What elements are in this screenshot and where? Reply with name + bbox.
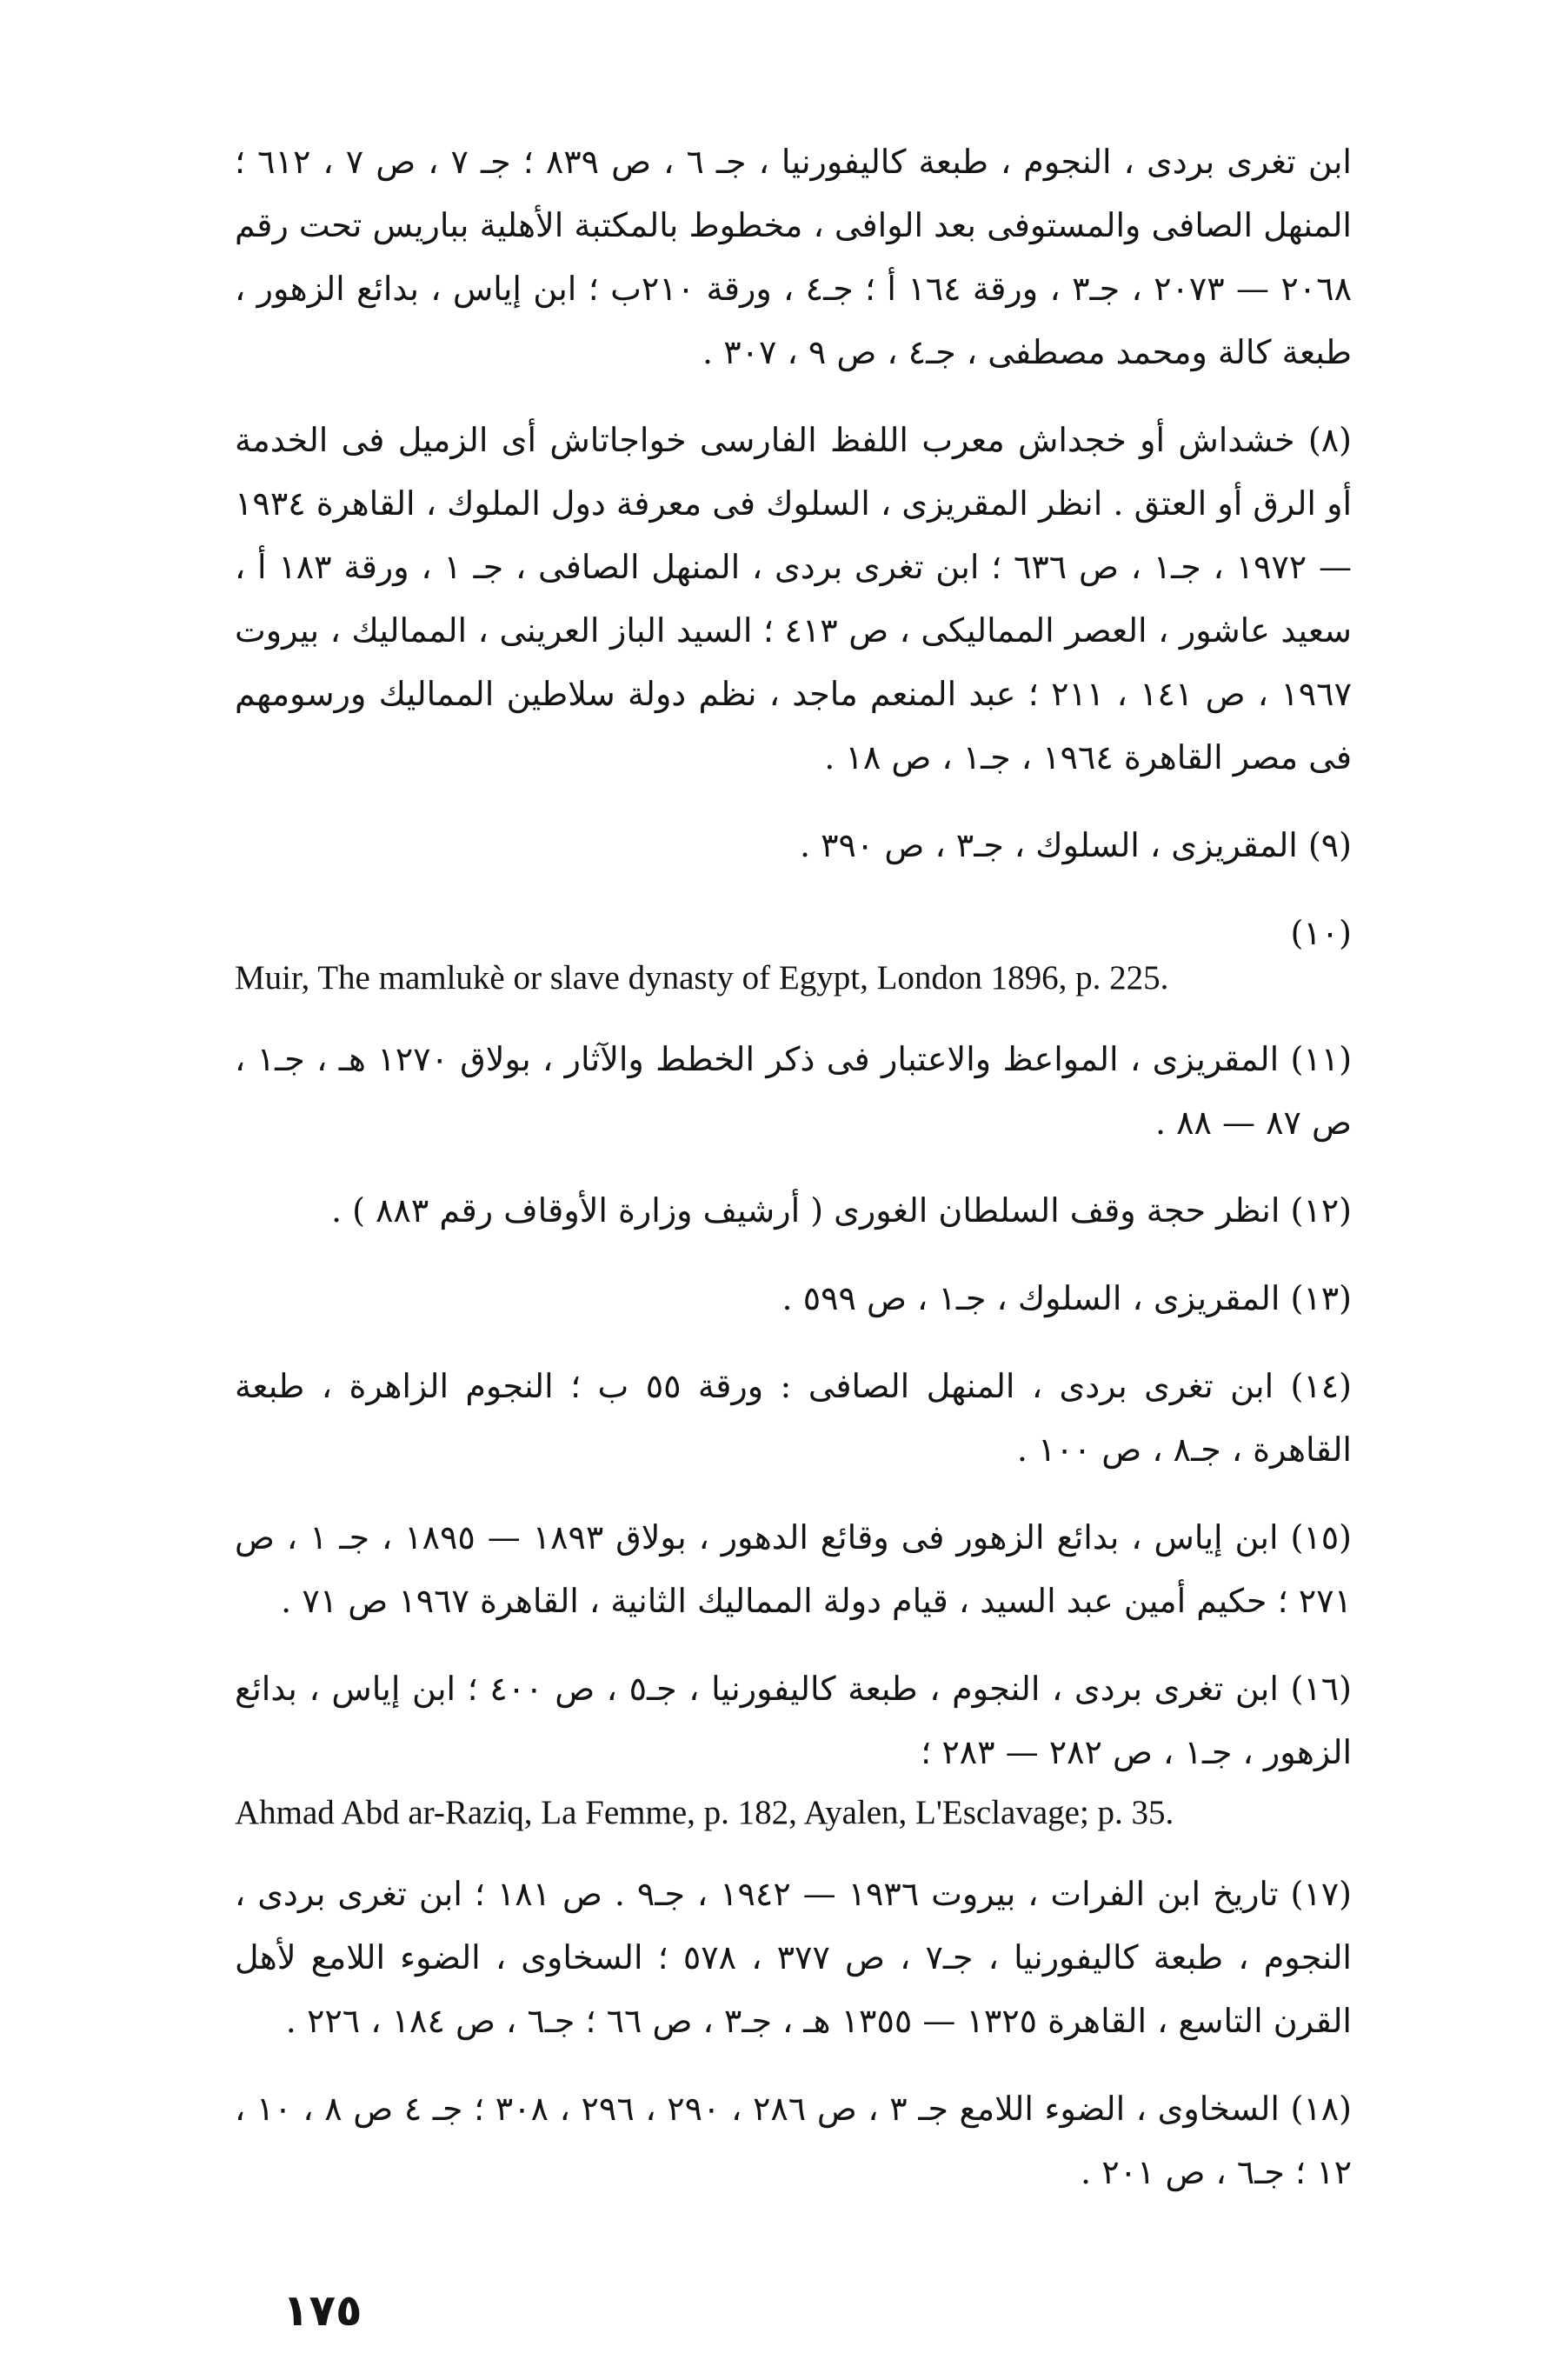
footnote-8	[235, 409, 1352, 790]
footnote-latin-text: Ahmad Abd ar-Raziq, La Femme, p. 182, Ayalen, L'Esclavage; p. 35.	[235, 1794, 1174, 1831]
footnote-text: (١٤) ابن تغرى بردى ، المنهل الصافى : ورقة ٥٥ ب ؛ النجوم الزاهرة ، طبعة القاهرة ، جـ٨ ، ص ١٠٠ .	[235, 1367, 1352, 1469]
footnote-text: (١٧) تاريخ ابن الفرات ، بيروت ١٩٣٦ — ١٩٤٢ ، جـ٩ . ص ١٨١ ؛ ابن تغرى بردى ، النجوم ، طبعة كاليفورنيا ، جـ٧ ، ص ٣٧٧ ، ٥٧٨ ؛ السخاوى ، الضوء اللامع لأهل القرن التاسع ، القاهرة ١٣٢٥ — ١٣٥٥ هـ ، جـ٣ ، ص ٦٦ ؛ جـ٦ ، ص ١٨٤ ، ٢٢٦ .	[235, 1875, 1352, 2040]
footnote-text: (١٨) السخاوى ، الضوء اللامع جـ ٣ ، ص ٢٨٦ ، ٢٩٠ ، ٢٩٦ ، ٣٠٨ ؛ جـ ٤ ص ٨ ، ١٠ ، ١٢ ؛ جـ٦ ، ص ٢٠١ .	[235, 2090, 1352, 2191]
footnote-15	[235, 1506, 1352, 1633]
footnote-14	[235, 1355, 1352, 1482]
footnotes	[235, 130, 1352, 2229]
footnote-11	[235, 1028, 1352, 1155]
footnote-text: (١٣) المقريزى ، السلوك ، جـ١ ، ص ٥٩٩ .	[781, 1279, 1352, 1317]
footnote-9	[235, 814, 1352, 877]
footnote-text: ابن تغرى بردى ، النجوم ، طبعة كاليفورنيا ، جـ ٦ ، ص ٨٣٩ ؛ جـ ٧ ، ص ٧ ، ٦١٢ ؛ المنهل الصافى والمستوفى بعد الوافى ، مخطوط بالمكتبة الأهلية بباريس تحت رقم ٢٠٦٨ — ٢٠٧٣ ، جـ٣ ، ورقة ١٦٤ أ ؛ جـ٤ ، ورقة ٢١٠ب ؛ ابن إياس ، بدائع الزهور ، طبعة كالة ومحمد مصطفى ، جـ٤ ، ص ٩ ، ٣٠٧ .	[235, 143, 1353, 371]
footnote-text: (٩) المقريزى ، السلوك ، جـ٣ ، ص ٣٩٠ .	[799, 826, 1352, 864]
footnote-text: (١٦) ابن تغرى بردى ، النجوم ، طبعة كاليفورنيا ، جـ٥ ، ص ٤٠٠ ؛ ابن إياس ، بدائع الزهور ، جـ١ ، ص ٢٨٢ — ٢٨٣ ؛	[235, 1670, 1352, 1771]
footnote-number: (١٠)	[1290, 914, 1352, 952]
page-number: ١٧٥	[283, 2285, 362, 2336]
footnote-7-continuation	[235, 130, 1352, 384]
footnote-16	[235, 1657, 1352, 1838]
footnote-17	[235, 1863, 1352, 2053]
footnote-latin-text: Muir, The mamlukè or slave dynasty of Egypt, London 1896, p. 225.	[235, 959, 1169, 997]
footnote-text: (١١) المقريزى ، المواعظ والاعتبار فى ذكر الخطط والآثار ، بولاق ١٢٧٠ هـ ، جـ١ ، ص ٨٧ — ٨٨ .	[235, 1040, 1353, 1142]
footnote-12	[235, 1179, 1352, 1243]
footnote-10	[235, 902, 1352, 1003]
footnote-text: (١٢) انظر حجة وقف السلطان الغورى ( أرشيف وزارة الأوقاف رقم ٨٨٣ ) .	[330, 1191, 1352, 1230]
footnote-text: (٨) خشداش أو خجداش معرب اللفظ الفارسى خواجاتاش أى الزميل فى الخدمة أو الرق أو العتق . انظر المقريزى ، السلوك فى معرفة دول الملوك ، القاهرة ١٩٣٤ — ١٩٧٢ ، جـ١ ، ص ٦٣٦ ؛ ابن تغرى بردى ، المنهل الصافى ، جـ ١ ، ورقة ١٨٣ أ ، سعيد عاشور ، العصر المماليكى ، ص ٤١٣ ؛ السيد الباز العرينى ، المماليك ، بيروت ١٩٦٧ ، ص ١٤١ ، ٢١١ ؛ عبد المنعم ماجد ، نظم دولة سلاطين المماليك ورسومهم فى مصر القاهرة ١٩٦٤ ، جـ١ ، ص ١٨ .	[235, 421, 1352, 777]
footnote-13	[235, 1267, 1352, 1330]
footnote-text: (١٥) ابن إياس ، بدائع الزهور فى وقائع الدهور ، بولاق ١٨٩٣ — ١٨٩٥ ، جـ ١ ، ص ٢٧١ ؛ حكيم أمين عبد السيد ، قيام دولة المماليك الثانية ، القاهرة ١٩٦٧ ص ٧١ .	[235, 1518, 1352, 1620]
footnote-18	[235, 2077, 1352, 2204]
